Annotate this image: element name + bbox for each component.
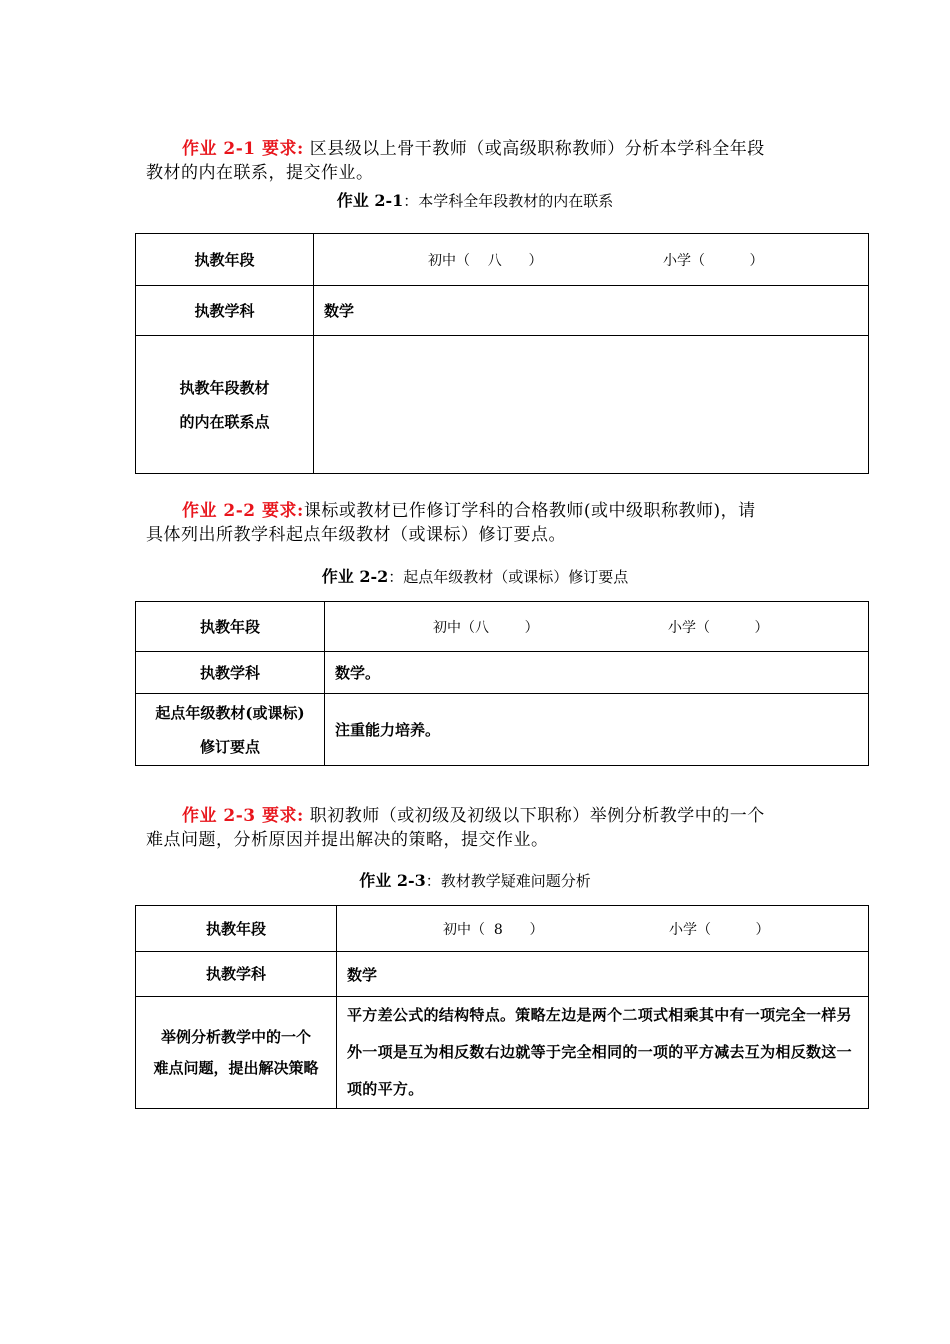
- requirement-2-2-label: 作业 2-2 要求:: [182, 501, 304, 521]
- table-row: [136, 234, 869, 286]
- table-2-1: [135, 233, 869, 474]
- requirement-2-1-text-line2: 教材的内在联系，提交作业。: [146, 163, 374, 183]
- content-label: [136, 336, 314, 474]
- table-row: [136, 997, 869, 1109]
- table-2-2: [135, 601, 869, 766]
- stage-value: [337, 906, 869, 952]
- subject-label: 执教学科: [136, 286, 314, 336]
- table-row: [136, 286, 869, 336]
- subject-value: 数学: [314, 286, 869, 336]
- primary-school-grade: 小学（ ）: [663, 252, 764, 269]
- content-value: [314, 336, 869, 474]
- content-label: [136, 997, 337, 1109]
- content-label-line1: 举例分析教学中的一个: [160, 1027, 311, 1046]
- caption-2-3-title: ：教材教学疑难问题分析: [425, 872, 591, 890]
- caption-2-1-number: 作业 2-1: [336, 191, 404, 210]
- subject-value: 数学。: [325, 652, 869, 694]
- subject-label: 执教学科: [136, 652, 325, 694]
- requirement-2-2: [146, 499, 826, 547]
- caption-2-2-title: ：起点年级教材（或课标）修订要点: [388, 568, 629, 586]
- subject-label: 执教学科: [136, 952, 337, 997]
- requirement-2-1-text-line1: 区县级以上骨干教师（或高级职称教师）分析本学科全年段: [303, 139, 765, 159]
- subject-value: 数学: [337, 952, 869, 997]
- stage-value: [314, 234, 869, 286]
- caption-2-2: [0, 564, 950, 587]
- content-value: 注重能力培养。: [325, 694, 869, 766]
- table-row: [136, 906, 869, 952]
- table-row: [136, 336, 869, 474]
- requirement-2-2-text-line2: 具体列出所教学科起点年级教材（或课标）修订要点。: [146, 525, 566, 545]
- requirement-2-3: [146, 804, 826, 852]
- content-value: 平方差公式的结构特点。策略左边是两个二项式相乘其中有一项完全一样另外一项是互为相反数右边就等于完全相同的一项的平方减去互为相反数这一项的平方。: [337, 997, 869, 1109]
- caption-2-1-title: ：本学科全年段教材的内在联系: [403, 192, 614, 210]
- requirement-2-3-text-line1: 职初教师（或初级及初级以下职称）举例分析教学中的一个: [303, 806, 765, 826]
- caption-2-1: [0, 188, 950, 211]
- primary-school-grade: 小学（ ）: [669, 921, 770, 938]
- content-label-line2: 修订要点: [199, 737, 260, 756]
- stage-label: 执教年段: [136, 602, 325, 652]
- content-label: [136, 694, 325, 766]
- table-row: [136, 652, 869, 694]
- table-row: [136, 694, 869, 766]
- content-label-line1: 起点年级教材(或课标): [155, 703, 305, 722]
- table-row: [136, 952, 869, 997]
- middle-school-grade: 初中（八 ）: [433, 619, 539, 636]
- table-row: [136, 602, 869, 652]
- caption-2-3: [0, 868, 950, 891]
- table-2-3: [135, 905, 869, 1109]
- primary-school-grade: 小学（ ）: [668, 619, 769, 636]
- stage-value: [325, 602, 869, 652]
- caption-2-2-number: 作业 2-2: [321, 567, 389, 586]
- requirement-2-2-text-line1: 课标或教材已作修订学科的合格教师(或中级职称教师)，请: [303, 501, 756, 521]
- requirement-2-1: [146, 137, 826, 185]
- caption-2-3-number: 作业 2-3: [359, 871, 426, 890]
- content-label-line1: 执教年段教材: [179, 378, 270, 397]
- requirement-2-1-label: 作业 2-1 要求:: [182, 139, 304, 159]
- content-label-line2: 难点问题，提出解决策略: [153, 1058, 319, 1077]
- middle-school-grade: 初中（ 八 ）: [428, 252, 543, 269]
- requirement-2-3-text-line2: 难点问题，分析原因并提出解决的策略，提交作业。: [146, 830, 549, 850]
- stage-label: 执教年段: [136, 906, 337, 952]
- content-label-line2: 的内在联系点: [179, 412, 270, 431]
- requirement-2-3-label: 作业 2-3 要求:: [182, 806, 304, 826]
- stage-label: 执教年段: [136, 234, 314, 286]
- middle-school-grade: 初中（ 8 ）: [443, 921, 544, 938]
